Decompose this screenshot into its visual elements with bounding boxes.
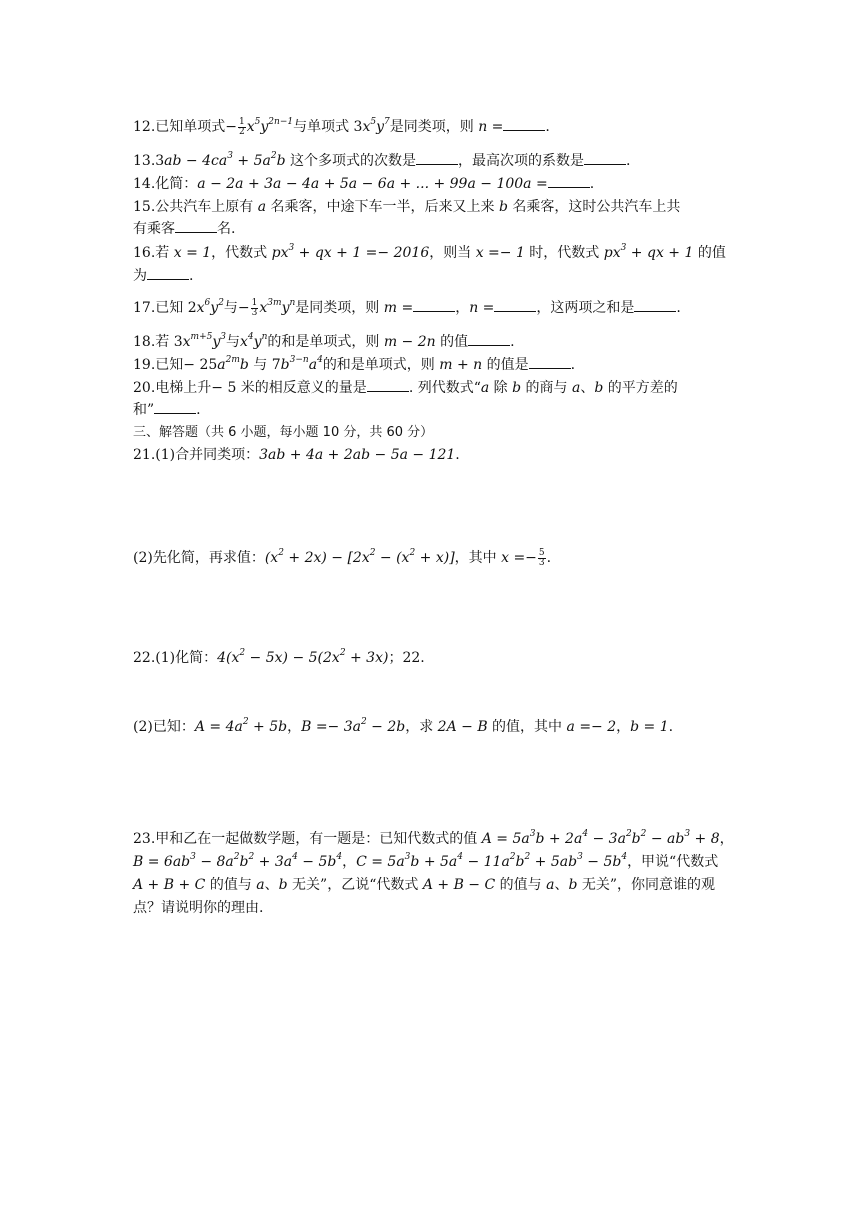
question-23-line1: 23.甲和乙在一起做数学题，有一题是：已知代数式的值 $A = 5a^3b + 2a^4 - 3a^2b^2 - ab^3 + 8$，: [133, 829, 734, 847]
section-heading: 三、解答题（共 6 小题，每小题 10 分，共 60 分）: [133, 425, 434, 440]
question-20-line2: 和” .: [133, 402, 201, 418]
answer-blank[interactable]: [416, 151, 458, 165]
answer-blank[interactable]: [494, 298, 536, 312]
answer-blank[interactable]: [367, 378, 409, 392]
question-20-line1: 20.电梯上升− 5 米的相反意义的量是 . 列代数式“a 除 b 的商与 a、b 的平方差的: [133, 380, 678, 396]
question-14: 14.化简：a − 2a + 3a − 4a + 5a − 6a + ... + 99a − 100a = .: [133, 176, 595, 192]
answer-blank[interactable]: [584, 151, 626, 165]
question-21-part2: (2)先化简，再求值：$(x^2 + 2x) - [2x^2 - (x^2 + x)]$，其中 x =− $\frac{5}{3}$ .: [133, 547, 552, 568]
question-16-line1: 16.若 x = 1，代数式 $px^3$ + qx + 1 =− 2016，则当 x =− 1 时，代数式 $px^3$ + qx + 1 的值: [133, 243, 726, 261]
answer-blank[interactable]: [503, 117, 545, 131]
answer-blank[interactable]: [175, 219, 217, 233]
question-13: $13.3ab - 4ca^3 + 5a^2b$ 这个多项式的次数是 ，最高次项的系数是 .: [133, 151, 631, 169]
answer-blank[interactable]: [147, 266, 189, 280]
answer-blank[interactable]: [634, 298, 676, 312]
question-19: 19.已知− $25a^{2m}b$ 与 $7b^{3-n}a^4$的和是单项式，则 m + n 的值是 .: [133, 355, 576, 373]
answer-blank[interactable]: [548, 174, 590, 188]
question-12: 12.已知单项式− $\frac{1}{2}$ $x^5y^{2n-1}$与单项式 $3x^5y^7$是同类项，则 n = .: [133, 116, 550, 137]
question-23-line4: 点？请说明你的理由.: [133, 900, 264, 916]
answer-blank[interactable]: [529, 355, 571, 369]
question-17: 17.已知 $2x^6y^2$与− $\frac{1}{3}$ $x^{3m}y^n$是同类项，则 m = ，n = ，这两项之和是 .: [133, 297, 681, 318]
question-15-line2: 有乘客 名.: [133, 221, 236, 237]
answer-blank[interactable]: [468, 332, 510, 346]
question-22-part2: (2)已知：$A = 4a^2 + 5b$，$B =- 3a^2 - 2b$，求 2A − B 的值，其中 a =− 2，b = 1.: [133, 717, 674, 735]
question-15-line1: 15.公共汽车上原有 a 名乘客，中途下车一半，后来又上来 b 名乘客，这时公共汽车上共: [133, 199, 681, 215]
question-23-line3: A + B + C 的值与 a、b 无关”，乙说“代数式 A + B − C 的值与 a、b 无关”，你同意谁的观: [133, 877, 716, 893]
question-21-part1: 21.(1)合并同类项：3ab + 4a + 2ab − 5a − 121.: [133, 447, 460, 463]
question-23-line2: $B = 6ab^3 - 8a^2b^2 + 3a^4 - 5b^4$，$C = 5a^3b + 5a^4 - 11a^2b^2 + 5ab^3 - 5b^4$，甲说“代数式: [133, 852, 719, 870]
question-18: 18.若 $3x^{m+5}y^3$与$x^4y^n$的和是单项式，则 m − 2n 的值 .: [133, 332, 515, 350]
question-22-part1: 22.(1)化简：$4(x^2 - 5x) - 5(2x^2 + 3x)$；22.: [133, 648, 425, 666]
answer-blank[interactable]: [413, 298, 455, 312]
question-16-line2: 为 .: [133, 268, 194, 284]
answer-blank[interactable]: [154, 400, 196, 414]
